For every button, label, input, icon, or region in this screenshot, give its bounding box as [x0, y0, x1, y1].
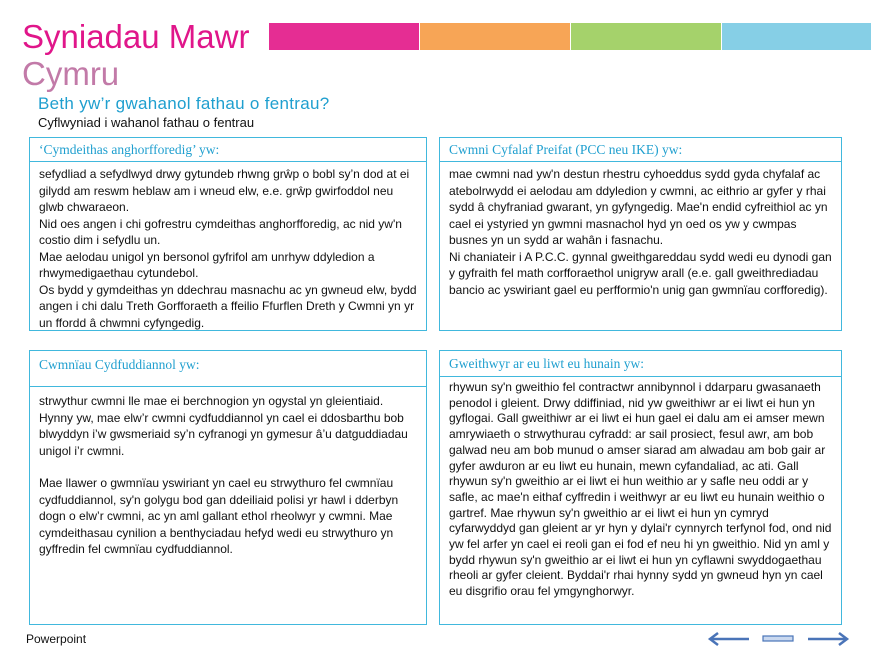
- panel-body: [440, 377, 841, 624]
- panel-title: Cwmni Cyfalaf Preifat (PCC neu IKE) yw:: [440, 138, 841, 162]
- paragraph: rhywun sy'n gweithio fel contractwr annibynnol i ddarparu gwasanaeth penodol i gleient. Drwy ddiffiniad, nid yw gweithiwr ar ei liwt ei hun yn gyflogai. Gall gweithiwr ar ei liwt ei hun gael ei dalu am ei amser mewn amrywiaeth o strwythurau cyfradd: ar sail prosiect, fesul awr, am bob galwad neu am bob munud o amser siarad am alwadau am bob gair ar gyfer awduron ar eu liwt eu hunain, mewn cyfandaliad, ac ati. Gall rhywun sy'n gweithio ar ei liwt ei hun weithio ar y safle neu oddi ar y safle, ac mae'n eithaf cyffredin i weithwyr ar eu liwt eu hunain weithio o gartref. Mae rhywun sy'n gweithio ar ei liwt ei hun yn cymryd cyfarwyddyd gan gleient ar yr hyn y dylai'r cynnyrch terfynol fod, ond nid yw fel arfer yn cael ei reoli gan ei fod ef neu hi yn gweithio. Nid yn aml y bydd rhywun sy'n gweithio ar ei liwt ei hun yn cyflawni swyddogaethau rheoli ar gyfer cleient. Byddai'r rhai hynny sydd yn gwneud hyn yn cael eu disgrifio orau fel ymgynghorwyr.: [449, 380, 832, 599]
- panel-body: [440, 162, 841, 330]
- panel-body: [30, 387, 426, 624]
- next-slide-button[interactable]: [806, 630, 850, 648]
- logo: [22, 18, 249, 92]
- panel-private-capital-company: [439, 137, 842, 331]
- paragraph: mae cwmni nad yw'n destun rhestru cyhoeddus sydd gyda chyfalaf ac atebolrwydd ei aelodau am ddyledion y cwmni, ac eithrio ar gyfer y rhai sydd â chyfraniad gwarant, yn gyfyngedig. Mae'n endid cyfreithiol ac yn cael ei ystyried yn gwmni masnachol hyd yn oed os yw y cwmpas busnes yn un sydd ar wahân i fasnachu.: [449, 167, 828, 247]
- color-bar-orange: [420, 23, 570, 50]
- paragraph: Nid oes angen i chi gofrestru cymdeithas anghorfforedig, ac nid yw'n costio dim i sefydlu un.: [39, 216, 402, 247]
- paragraph: Os bydd y gymdeithas yn ddechrau masnachu ac yn gwneud elw, bydd angen i chi dalu Treth Gorfforaeth a ffeilio Ffurflen Dreth y Cwmni yn yr un ffordd â chwmni cyfyngedig.: [39, 282, 417, 330]
- panel-unincorporated-association: [29, 137, 427, 331]
- slide-menu-button[interactable]: [762, 630, 794, 648]
- color-bar-pink: [269, 23, 419, 50]
- paragraph: Mae llawer o gwmnïau yswiriant yn cael eu strwythuro fel cwmnïau cydfuddiannol, sy'n golygu bod gan ddeiliaid polisi yr hawl i dderbyn dogn o elw’r cwmni, ac yn aml gallant ethol rheolwyr y cwmni. Mae cymdeithasau cynilion a benthyciadau hefyd wedi eu strwythuro yn gyffredin fel cwmnïau cydfuddiannol.: [39, 476, 399, 556]
- logo-subtitle: Cymru: [22, 55, 120, 92]
- panel-title: Gweithwyr ar eu liwt eu hunain yw:: [440, 351, 841, 377]
- panel-mutual-companies: [29, 350, 427, 625]
- panel-title: ‘Cymdeithas anghorfforedig’ yw:: [30, 138, 426, 162]
- panel-body: [30, 162, 426, 330]
- panel-freelancers: [439, 350, 842, 625]
- panel-title: Cwmnïau Cydfuddiannol yw:: [30, 351, 426, 387]
- previous-slide-button[interactable]: [707, 630, 751, 648]
- menu-bar-icon: [762, 630, 794, 648]
- paragraph: Mae aelodau unigol yn bersonol gyfrifol am unrhyw ddyledion a rhwymedigaethau cytundebol.: [39, 249, 375, 280]
- color-bar-blue: [722, 23, 871, 50]
- page-title: Beth yw’r gwahanol fathau o fentrau?: [38, 94, 330, 113]
- logo-title: Syniadau Mawr: [22, 18, 250, 55]
- arrow-right-icon: [806, 630, 850, 648]
- paragraph: Ni chaniateir i A P.C.C. gynnal gweithgareddau sydd wedi eu dynodi gan y gyfraith fel math corfforaethol unigryw arall (e.e. gall gweithrediadau bancio ac yswiriant gael eu perfformio'n unig gan gwmnïau corfforedig).: [449, 249, 832, 297]
- color-bar-green: [571, 23, 721, 50]
- paragraph: strwythur cwmni lle mae ei berchnogion yn ogystal yn gleientiaid. Hynny yw, mae elw’r cwmni cydfuddiannol yn cael ei ddosbarthu bob blwyddyn i’w gwsmeriaid sy’n cyfranogi yn gymesur â’u datguddiadau unigol i’r cwmni.: [39, 394, 408, 458]
- paragraph: sefydliad a sefydlwyd drwy gytundeb rhwng grŵp o bobl sy’n dod at ei gilydd am reswm heblaw am i wneud elw, e.e. grŵp gwirfoddol neu glwb chwaraeon.: [39, 167, 410, 214]
- footer-label: Powerpoint: [26, 632, 87, 646]
- arrow-left-icon: [707, 630, 751, 648]
- page-subtitle: Cyflwyniad i wahanol fathau o fentrau: [38, 115, 255, 130]
